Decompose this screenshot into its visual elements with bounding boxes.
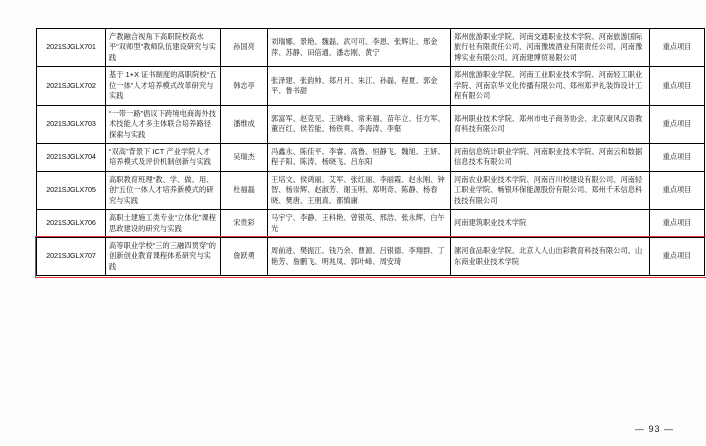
projects-table: [36, 28, 705, 276]
cell-project-code: 2021SJGLX703: [37, 105, 106, 143]
table-row: [37, 210, 705, 238]
cell-project-units: 郑州职业技术学院、郑州市电子商务协会、北京豪风汉语教育科技有限公司: [451, 105, 650, 143]
cell-project-members: 刘瑞娜、景艳、魏磊、武可可、李恩、张辉让、邢金萍、苏静、田倍通、潘志刚、黄宁: [268, 29, 451, 67]
projects-table-wrapper: [36, 28, 692, 276]
cell-project-code: 2021SJGLX701: [37, 29, 106, 67]
cell-project-members: 周前进、樊振江、钱乃余、曹源、吕银德、李翔群、丁艳芳、詹鹏飞、明兆凤、郭叶峰、周安琦: [268, 238, 451, 276]
cell-project-title: “一带一路”倡议下跨境电商海外技术技能人才多主体联合培养路径探索与实践: [106, 105, 221, 143]
cell-project-units: 郑州旅游职业学院、河南交通职业技术学院、河南旅游国际旅行社有限责任公司、河南豫坡酒业有限责任公司、河南豫博实业有限公司、河南建博贸易限公司: [451, 29, 650, 67]
cell-project-leader: 韩志亭: [221, 67, 268, 105]
cell-project-units: 河南信息统计职业学院、河南职业技术学院、河南云和数据信息技术有限公司: [451, 143, 650, 171]
cell-project-title: 高等职业学校“三的三融四贯穿”的创新创业教育课程体系研究与实践: [106, 238, 221, 276]
cell-project-code: 2021SJGLX707: [37, 238, 106, 276]
cell-project-units: 河南建筑职业技术学院: [451, 210, 650, 238]
cell-project-leader: 潘维成: [221, 105, 268, 143]
table-row: [37, 171, 705, 209]
cell-project-type: 重点项目: [650, 105, 705, 143]
cell-project-members: 郭富军、赵克见、王晓峰、常来福、苗年立、任方军、董百红、侯若能、杨铁爽、李海涛、李壑: [268, 105, 451, 143]
cell-project-title: 基于 1+X 证书制度的高职院校“五位一体”人才培养模式改革研究与实践: [106, 67, 221, 105]
cell-project-leader: 宋贵彩: [221, 210, 268, 238]
cell-project-title: 高职教育班理“教、学、做、用、创”五位一体人才培养新模式的研究与实践: [106, 171, 221, 209]
cell-project-members: 马宇宁、李静、王科艳、曾银英、邢浩、张永辉、白午光: [268, 210, 451, 238]
projects-table-body: [37, 29, 705, 276]
cell-project-type: 重点项目: [650, 171, 705, 209]
cell-project-members: 冯鑫永、陈佳平、李睿、高鲁、恒静飞、魏旭、王妍、程子阳、陈涛、杨晓飞、吕东阳: [268, 143, 451, 171]
table-row: [37, 105, 705, 143]
cell-project-type: 重点项目: [650, 143, 705, 171]
table-row-highlighted: [37, 238, 705, 276]
cell-project-leader: 孙国亮: [221, 29, 268, 67]
cell-project-code: 2021SJGLX706: [37, 210, 106, 238]
cell-project-type: 重点项目: [650, 67, 705, 105]
cell-project-code: 2021SJGLX704: [37, 143, 106, 171]
table-row: [37, 143, 705, 171]
cell-project-members: 王培文、侯鸿丽、艾军、张红丽、李丽霞、赵永刚、钟智、杨崇辉、赵淑芳、谢玉明、郑明奇、陈静、杨春晓、樊唐、王朋真、都慎庸: [268, 171, 451, 209]
cell-project-leader: 詹跃勇: [221, 238, 268, 276]
cell-project-type: 重点项目: [650, 29, 705, 67]
cell-project-members: 张泽建、张韵帅、郑月月、朱江、孙磊、程夏、郭金平、鲁书甜: [268, 67, 451, 105]
cell-project-code: 2021SJGLX702: [37, 67, 106, 105]
cell-project-title: 高职土建施工类专业“立体化”课程思政建设的研究与实践: [106, 210, 221, 238]
cell-project-units: 漯河食品职业学院、北京人人山出彩教育科技有限公司、山东商业职业技术学院: [451, 238, 650, 276]
cell-project-code: 2021SJGLX705: [37, 171, 106, 209]
table-row: [37, 67, 705, 105]
table-row: [37, 29, 705, 67]
cell-project-type: 重点项目: [650, 238, 705, 276]
cell-project-units: 郑州旅游职业学院、河南工业职业技术学院、河南轻工职业学院、河南京华文化传播有限公司、郑州郑尹礼装饰设计工程有限公司: [451, 67, 650, 105]
cell-project-units: 河南农业职业技术学院、河南百川校建设有限公司、河南轻工职业学院、畅银环保能源股份有限公司、郑州千禾信息科技技有限公司: [451, 171, 650, 209]
cell-project-leader: 吴瑞杰: [221, 143, 268, 171]
cell-project-leader: 杜福磊: [221, 171, 268, 209]
page-number: — 93 —: [634, 424, 674, 434]
cell-project-title: “双高”背景下 ICT 产业学院人才培养模式及评价机制创新与实践: [106, 143, 221, 171]
cell-project-title: 产教融合视角下高职院校高水平“双师型”教师队伍建设研究与实践: [106, 29, 221, 67]
cell-project-type: 重点项目: [650, 210, 705, 238]
